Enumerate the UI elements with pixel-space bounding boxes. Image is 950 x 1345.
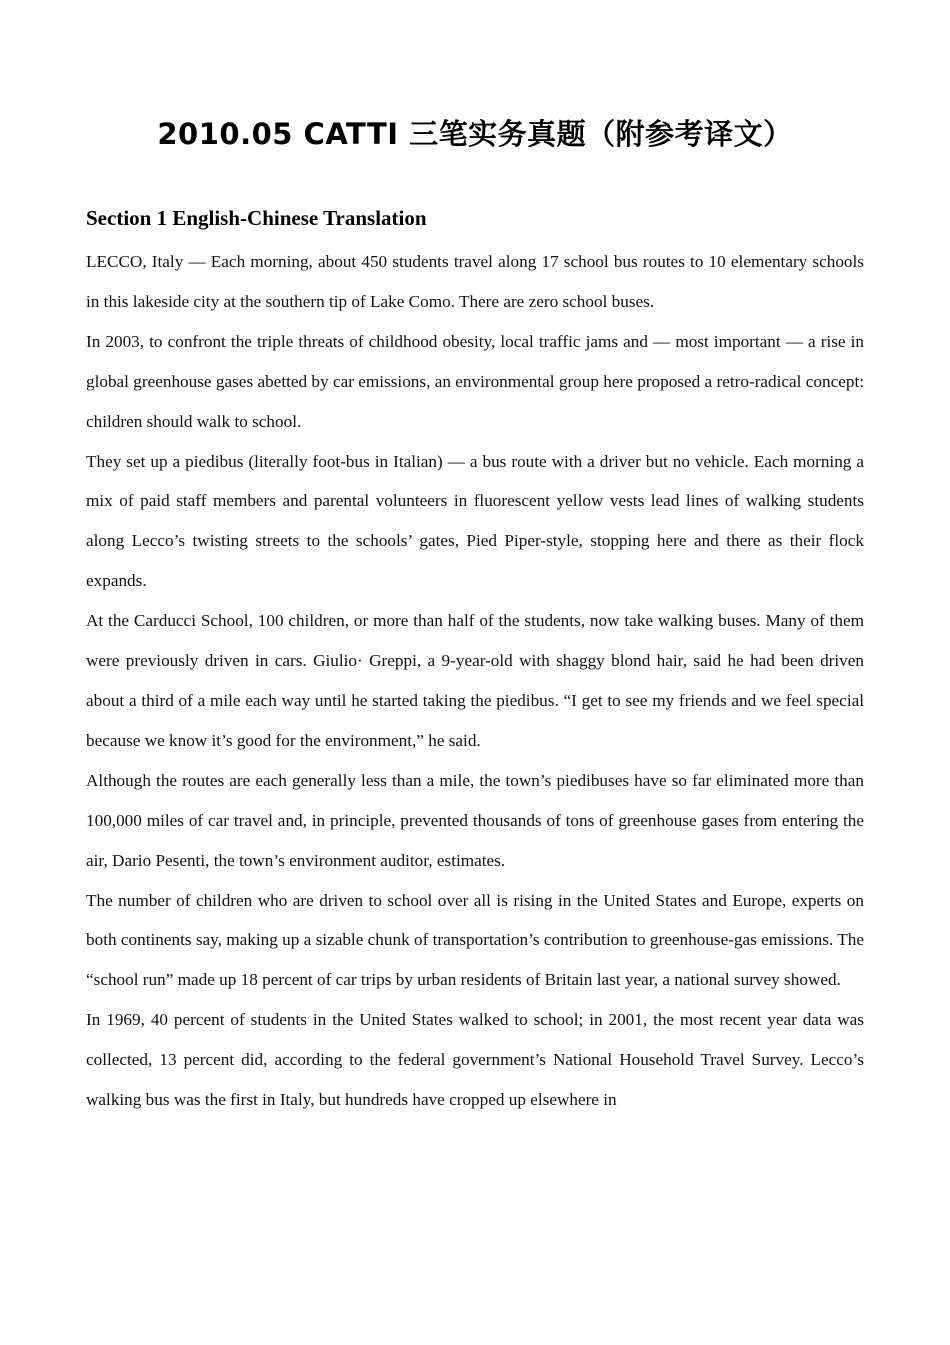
paragraph-1: LECCO, Italy — Each morning, about 450 students travel along 17 school bus routes to 10 elementary schools in this lakeside city at the southern tip of Lake Como. There are zero school buses. (86, 252, 864, 311)
paragraph-7: In 1969, 40 percent of students in the United States walked to school; in 2001, the most recent year data was collected, 13 percent did, according to the federal government’s National Household Travel Survey. Lecco’s walking bus was the first in Italy, but hundreds have cropped up elsewhere in (86, 1010, 864, 1110)
paragraph-4: At the Carducci School, 100 children, or more than half of the students, now take walking buses. Many of them were previously driven in cars. Giulio· Greppi, a 9-year-old with shaggy blond hair, said he had been driven about a third of a mile each way until he started taking the piedibus. “I get to see my friends and we feel special because we know it’s good for the environment,” he said. (86, 611, 864, 750)
section-heading: Section 1 English-Chinese Translation (86, 206, 427, 230)
document-title: 2010.05 CATTI 三笔实务真题（附参考译文） (157, 117, 793, 151)
paragraph-6: The number of children who are driven to school over all is rising in the United States and Europe, experts on both continents say, making up a sizable chunk of transportation’s contribution to greenhouse-gas emissions. The “school run” made up 18 percent of car trips by urban residents of Britain last year, a national survey showed. (86, 890, 864, 990)
paragraph-2: In 2003, to confront the triple threats of childhood obesity, local traffic jams and — most important — a rise in global greenhouse gases abetted by car emissions, an environmental group here proposed a retro-radical concept: children should walk to school. (86, 331, 864, 431)
paragraph-5: Although the routes are each generally less than a mile, the town’s piedibuses have so far eliminated more than 100,000 miles of car travel and, in principle, prevented thousands of tons of greenhouse gases from entering the air, Dario Pesenti, the town’s environment auditor, estimates. (86, 770, 864, 870)
body-text (86, 242, 864, 1120)
paragraph-3: They set up a piedibus (literally foot-bus in Italian) — a bus route with a driver but no vehicle. Each morning a mix of paid staff members and parental volunteers in fluorescent yellow vests lead lines of walking students along Lecco’s twisting streets to the schools’ gates, Pied Piper-style, stopping here and there as their flock expands. (86, 451, 864, 591)
